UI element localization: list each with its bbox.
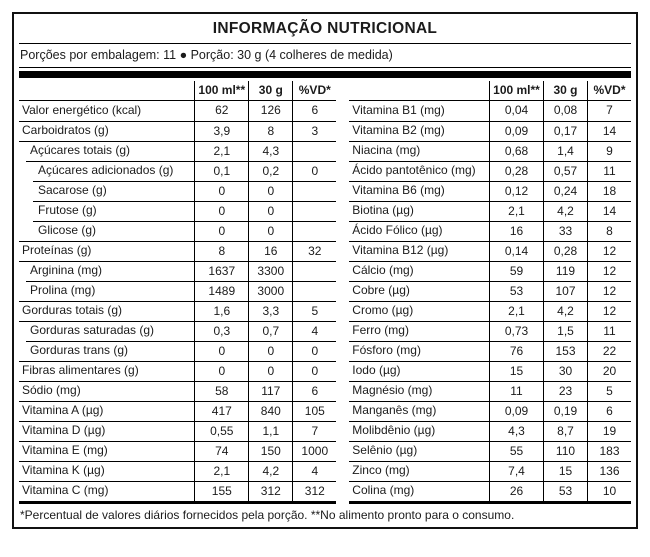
nutrient-label <box>349 161 489 181</box>
value-cell: 3,3 <box>248 301 292 321</box>
table-row <box>19 141 336 161</box>
nutrient-label-text: Frutose (g) <box>38 203 97 217</box>
nutrient-label <box>19 121 194 141</box>
value-cell: 8 <box>248 121 292 141</box>
value-cell: 1000 <box>292 441 336 461</box>
row-separator <box>349 401 489 402</box>
value-cell: 2,1 <box>489 301 543 321</box>
nutrient-label-text: Vitamina B12 (µg) <box>352 243 449 257</box>
value-cell: 0,04 <box>489 101 543 121</box>
nutrient-label-text: Manganês (mg) <box>352 403 437 417</box>
nutrient-label-text: Proteínas (g) <box>22 243 92 257</box>
table-row <box>349 401 631 421</box>
value-cell: 32 <box>292 241 336 261</box>
value-cell: 10 <box>587 481 631 501</box>
nutrition-label <box>12 12 638 529</box>
row-separator <box>349 261 489 262</box>
nutrient-label <box>349 421 489 441</box>
value-cell: 5 <box>292 301 336 321</box>
row-separator <box>33 181 194 182</box>
nutrient-label <box>19 281 194 301</box>
value-cell: 59 <box>489 261 543 281</box>
row-separator <box>19 441 194 442</box>
value-cell: 8,7 <box>543 421 587 441</box>
value-cell: 0 <box>248 201 292 221</box>
column-header: 100 ml** <box>194 81 248 100</box>
row-separator <box>19 241 194 242</box>
nutrient-label <box>19 461 194 481</box>
header-label-cell <box>349 81 489 100</box>
value-cell: 0 <box>248 341 292 361</box>
value-cell: 11 <box>587 321 631 341</box>
nutrient-label <box>19 421 194 441</box>
value-cell: 5 <box>587 381 631 401</box>
row-separator <box>349 301 489 302</box>
nutrient-label-text: Ácido Fólico (µg) <box>352 223 443 237</box>
value-cell: 119 <box>543 261 587 281</box>
value-cell: 14 <box>587 201 631 221</box>
value-cell: 55 <box>489 441 543 461</box>
column-header: %VD* <box>587 81 631 100</box>
value-cell: 0 <box>194 221 248 241</box>
column-header: 30 g <box>248 81 292 100</box>
nutrient-label-text: Fibras alimentares (g) <box>22 363 139 377</box>
row-separator <box>349 461 489 462</box>
row-separator <box>349 201 489 202</box>
row-separator <box>33 201 194 202</box>
nutrient-label-text: Molibdênio (µg) <box>352 423 436 437</box>
value-cell: 0,12 <box>489 181 543 201</box>
value-cell: 0,57 <box>543 161 587 181</box>
nutrient-label <box>349 241 489 261</box>
value-cell: 0,08 <box>543 101 587 121</box>
value-cell: 33 <box>543 221 587 241</box>
table-row <box>19 401 336 421</box>
nutrient-label <box>19 101 194 121</box>
nutrient-label-text: Carboidratos (g) <box>22 123 109 137</box>
row-separator <box>26 341 194 342</box>
column-header: %VD* <box>292 81 336 100</box>
value-cell <box>292 141 336 161</box>
nutrient-label-text: Ferro (mg) <box>352 323 409 337</box>
nutrient-label <box>349 261 489 281</box>
row-separator <box>19 261 194 262</box>
nutrient-label <box>349 181 489 201</box>
value-cell: 0,28 <box>489 161 543 181</box>
nutrient-label <box>349 281 489 301</box>
value-cell: 20 <box>587 361 631 381</box>
nutrient-label <box>19 241 194 261</box>
value-cell: 16 <box>248 241 292 261</box>
value-cell: 110 <box>543 441 587 461</box>
row-separator <box>19 301 194 302</box>
column-header: 30 g <box>543 81 587 100</box>
value-cell: 417 <box>194 401 248 421</box>
value-cell: 7 <box>587 101 631 121</box>
nutrient-label-text: Fósforo (mg) <box>352 343 421 357</box>
table-row <box>19 201 336 221</box>
value-cell: 4,3 <box>248 141 292 161</box>
value-cell: 0,3 <box>194 321 248 341</box>
table-row <box>19 261 336 281</box>
row-separator <box>349 121 489 122</box>
row-separator <box>349 361 489 362</box>
value-cell: 12 <box>587 281 631 301</box>
value-cell: 9 <box>587 141 631 161</box>
nutrient-label <box>19 221 194 241</box>
table-row <box>19 301 336 321</box>
value-cell: 0 <box>292 341 336 361</box>
nutrient-label-text: Arginina (mg) <box>30 263 103 277</box>
row-separator <box>349 141 489 142</box>
value-cell: 107 <box>543 281 587 301</box>
nutrient-label <box>19 401 194 421</box>
nutrient-label <box>349 401 489 421</box>
row-separator <box>19 321 194 322</box>
table-row <box>349 321 631 341</box>
nutrient-label <box>349 381 489 401</box>
row-separator <box>349 421 489 422</box>
nutrient-label <box>349 141 489 161</box>
value-cell: 1,1 <box>248 421 292 441</box>
label-title: INFORMAÇÃO NUTRICIONAL <box>19 14 631 44</box>
nutrient-label <box>19 141 194 161</box>
nutrient-label-text: Glicose (g) <box>38 223 97 237</box>
value-cell: 1,5 <box>543 321 587 341</box>
value-cell: 0,09 <box>489 121 543 141</box>
tables-container <box>19 81 631 504</box>
value-cell: 26 <box>489 481 543 501</box>
row-separator <box>349 181 489 182</box>
nutrient-label <box>349 201 489 221</box>
nutrition-table-left <box>19 81 336 504</box>
table-row <box>349 101 631 121</box>
table-row <box>19 461 336 481</box>
value-cell <box>292 261 336 281</box>
table-row <box>349 361 631 381</box>
table-header-row <box>349 81 631 101</box>
value-cell: 2,1 <box>194 141 248 161</box>
value-cell: 15 <box>489 361 543 381</box>
table-row <box>19 361 336 381</box>
value-cell: 153 <box>543 341 587 361</box>
row-separator <box>19 401 194 402</box>
value-cell: 0 <box>194 201 248 221</box>
value-cell: 62 <box>194 101 248 121</box>
value-cell: 11 <box>489 381 543 401</box>
row-separator <box>19 481 194 482</box>
nutrient-label <box>19 261 194 281</box>
footnote: *Percentual de valores diários fornecidos pela porção. **No alimento pronto para o consumo. <box>20 508 515 522</box>
value-cell: 840 <box>248 401 292 421</box>
value-cell: 0,17 <box>543 121 587 141</box>
value-cell: 0,09 <box>489 401 543 421</box>
nutrient-label-text: Vitamina D (µg) <box>22 423 106 437</box>
nutrient-label <box>349 341 489 361</box>
value-cell: 4 <box>292 461 336 481</box>
value-cell: 19 <box>587 421 631 441</box>
value-cell <box>292 281 336 301</box>
value-cell: 7,4 <box>489 461 543 481</box>
value-cell: 14 <box>587 121 631 141</box>
table-row <box>19 281 336 301</box>
value-cell: 12 <box>587 241 631 261</box>
value-cell: 0 <box>292 361 336 381</box>
nutrient-label-text: Açúcares totais (g) <box>30 143 131 157</box>
table-row <box>19 381 336 401</box>
nutrient-label <box>19 341 194 361</box>
nutrient-label <box>19 381 194 401</box>
value-cell: 2,1 <box>194 461 248 481</box>
value-cell: 0,24 <box>543 181 587 201</box>
nutrition-table-right <box>349 81 631 504</box>
nutrient-label-text: Zinco (mg) <box>352 463 410 477</box>
value-cell: 183 <box>587 441 631 461</box>
value-cell: 12 <box>587 261 631 281</box>
table-row <box>349 301 631 321</box>
nutrient-label-text: Colina (mg) <box>352 483 415 497</box>
value-cell: 1,6 <box>194 301 248 321</box>
table-row <box>19 481 336 501</box>
table-row <box>19 181 336 201</box>
table-row <box>19 321 336 341</box>
row-separator <box>349 341 489 342</box>
table-row <box>349 201 631 221</box>
nutrient-label-text: Selênio (µg) <box>352 443 418 457</box>
value-cell: 15 <box>543 461 587 481</box>
nutrient-label-text: Vitamina B1 (mg) <box>352 103 445 117</box>
table-row <box>349 221 631 241</box>
value-cell: 30 <box>543 361 587 381</box>
nutrient-label <box>19 361 194 381</box>
table-row <box>349 161 631 181</box>
row-separator <box>19 361 194 362</box>
table-row <box>19 341 336 361</box>
value-cell: 3 <box>292 121 336 141</box>
value-cell: 0 <box>194 361 248 381</box>
value-cell: 155 <box>194 481 248 501</box>
value-cell: 312 <box>248 481 292 501</box>
value-cell: 0 <box>248 221 292 241</box>
value-cell: 0,55 <box>194 421 248 441</box>
column-header: 100 ml** <box>489 81 543 100</box>
table-row <box>349 441 631 461</box>
value-cell: 0 <box>194 341 248 361</box>
value-cell <box>292 181 336 201</box>
nutrient-label-text: Ácido pantotênico (mg) <box>352 163 476 177</box>
nutrient-label-text: Açúcares adicionados (g) <box>38 163 174 177</box>
row-separator <box>26 281 194 282</box>
value-cell: 312 <box>292 481 336 501</box>
row-separator <box>19 461 194 462</box>
value-cell: 3,9 <box>194 121 248 141</box>
value-cell: 0,7 <box>248 321 292 341</box>
nutrient-label-text: Vitamina C (mg) <box>22 483 109 497</box>
value-cell: 2,1 <box>489 201 543 221</box>
table-row <box>19 241 336 261</box>
row-separator <box>349 161 489 162</box>
serving-info: Porções por embalagem: 11 ● Porção: 30 g (4 colheres de medida) <box>19 44 631 68</box>
nutrient-label-text: Niacina (mg) <box>352 143 421 157</box>
nutrient-label <box>349 101 489 121</box>
value-cell: 0 <box>248 181 292 201</box>
nutrient-label <box>349 121 489 141</box>
header-label-cell <box>19 81 194 100</box>
row-separator <box>33 221 194 222</box>
value-cell: 4,3 <box>489 421 543 441</box>
nutrient-label <box>19 201 194 221</box>
row-separator <box>19 141 194 142</box>
nutrient-label-text: Vitamina B2 (mg) <box>352 123 445 137</box>
divider-bar <box>19 71 631 78</box>
nutrient-label-text: Sacarose (g) <box>38 183 107 197</box>
nutrient-label <box>19 161 194 181</box>
value-cell: 53 <box>489 281 543 301</box>
nutrient-label-text: Vitamina B6 (mg) <box>352 183 445 197</box>
nutrient-label <box>349 361 489 381</box>
nutrient-label-text: Prolina (mg) <box>30 283 96 297</box>
row-separator <box>349 381 489 382</box>
table-row <box>349 141 631 161</box>
value-cell: 0,1 <box>194 161 248 181</box>
table-row <box>349 481 631 501</box>
value-cell: 6 <box>292 101 336 121</box>
table-row <box>19 101 336 121</box>
value-cell: 4 <box>292 321 336 341</box>
row-separator <box>349 221 489 222</box>
table-row <box>349 381 631 401</box>
nutrient-label-text: Valor energético (kcal) <box>22 103 142 117</box>
value-cell: 4,2 <box>248 461 292 481</box>
table-row <box>349 121 631 141</box>
row-separator <box>349 321 489 322</box>
nutrient-label <box>19 301 194 321</box>
value-cell: 117 <box>248 381 292 401</box>
nutrient-label-text: Vitamina K (µg) <box>22 463 105 477</box>
table-row <box>19 421 336 441</box>
value-cell: 0 <box>292 161 336 181</box>
row-separator <box>349 281 489 282</box>
row-separator <box>26 161 194 162</box>
nutrient-label-text: Vitamina E (mg) <box>22 443 108 457</box>
value-cell: 1637 <box>194 261 248 281</box>
nutrient-label-text: Magnésio (mg) <box>352 383 433 397</box>
value-cell: 3300 <box>248 261 292 281</box>
table-row <box>19 221 336 241</box>
value-cell: 18 <box>587 181 631 201</box>
value-cell: 0,68 <box>489 141 543 161</box>
value-cell: 6 <box>292 381 336 401</box>
value-cell: 0,14 <box>489 241 543 261</box>
table-row <box>19 121 336 141</box>
value-cell: 7 <box>292 421 336 441</box>
nutrient-label <box>19 321 194 341</box>
value-cell: 1489 <box>194 281 248 301</box>
row-separator <box>349 441 489 442</box>
value-cell: 0 <box>194 181 248 201</box>
nutrient-label-text: Cálcio (mg) <box>352 263 414 277</box>
value-cell: 4,2 <box>543 201 587 221</box>
value-cell: 74 <box>194 441 248 461</box>
value-cell: 76 <box>489 341 543 361</box>
value-cell: 11 <box>587 161 631 181</box>
value-cell <box>292 221 336 241</box>
value-cell: 1,4 <box>543 141 587 161</box>
table-row <box>19 441 336 461</box>
value-cell: 0,2 <box>248 161 292 181</box>
value-cell: 8 <box>587 221 631 241</box>
value-cell: 136 <box>587 461 631 481</box>
value-cell: 58 <box>194 381 248 401</box>
table-row <box>349 181 631 201</box>
nutrient-label-text: Biotina (µg) <box>352 203 414 217</box>
table-header-row <box>19 81 336 101</box>
nutrient-label <box>349 221 489 241</box>
nutrient-label <box>349 301 489 321</box>
row-separator <box>19 121 194 122</box>
value-cell: 4,2 <box>543 301 587 321</box>
value-cell <box>292 201 336 221</box>
value-cell: 6 <box>587 401 631 421</box>
table-row <box>349 461 631 481</box>
value-cell: 0,19 <box>543 401 587 421</box>
value-cell: 105 <box>292 401 336 421</box>
table-row <box>349 341 631 361</box>
nutrient-label <box>19 441 194 461</box>
value-cell: 0,73 <box>489 321 543 341</box>
nutrient-label <box>19 481 194 501</box>
value-cell: 0,28 <box>543 241 587 261</box>
nutrient-label <box>349 441 489 461</box>
table-row <box>349 421 631 441</box>
nutrient-label-text: Gorduras trans (g) <box>30 343 129 357</box>
table-row <box>349 281 631 301</box>
row-separator <box>19 381 194 382</box>
table-row <box>19 161 336 181</box>
value-cell: 16 <box>489 221 543 241</box>
nutrient-label <box>349 481 489 501</box>
nutrient-label-text: Gorduras saturadas (g) <box>30 323 155 337</box>
nutrient-label-text: Gorduras totais (g) <box>22 303 123 317</box>
nutrient-label <box>19 181 194 201</box>
table-row <box>349 241 631 261</box>
value-cell: 126 <box>248 101 292 121</box>
row-separator <box>349 481 489 482</box>
value-cell: 150 <box>248 441 292 461</box>
table-row <box>349 261 631 281</box>
nutrient-label-text: Vitamina A (µg) <box>22 403 104 417</box>
value-cell: 12 <box>587 301 631 321</box>
value-cell: 8 <box>194 241 248 261</box>
value-cell: 0 <box>248 361 292 381</box>
nutrient-label <box>349 461 489 481</box>
nutrient-label-text: Cobre (µg) <box>352 283 410 297</box>
nutrient-label-text: Iodo (µg) <box>352 363 401 377</box>
nutrient-label-text: Cromo (µg) <box>352 303 414 317</box>
nutrient-label-text: Sódio (mg) <box>22 383 81 397</box>
value-cell: 23 <box>543 381 587 401</box>
row-separator <box>349 241 489 242</box>
value-cell: 53 <box>543 481 587 501</box>
row-separator <box>19 421 194 422</box>
value-cell: 3000 <box>248 281 292 301</box>
value-cell: 22 <box>587 341 631 361</box>
nutrient-label <box>349 321 489 341</box>
